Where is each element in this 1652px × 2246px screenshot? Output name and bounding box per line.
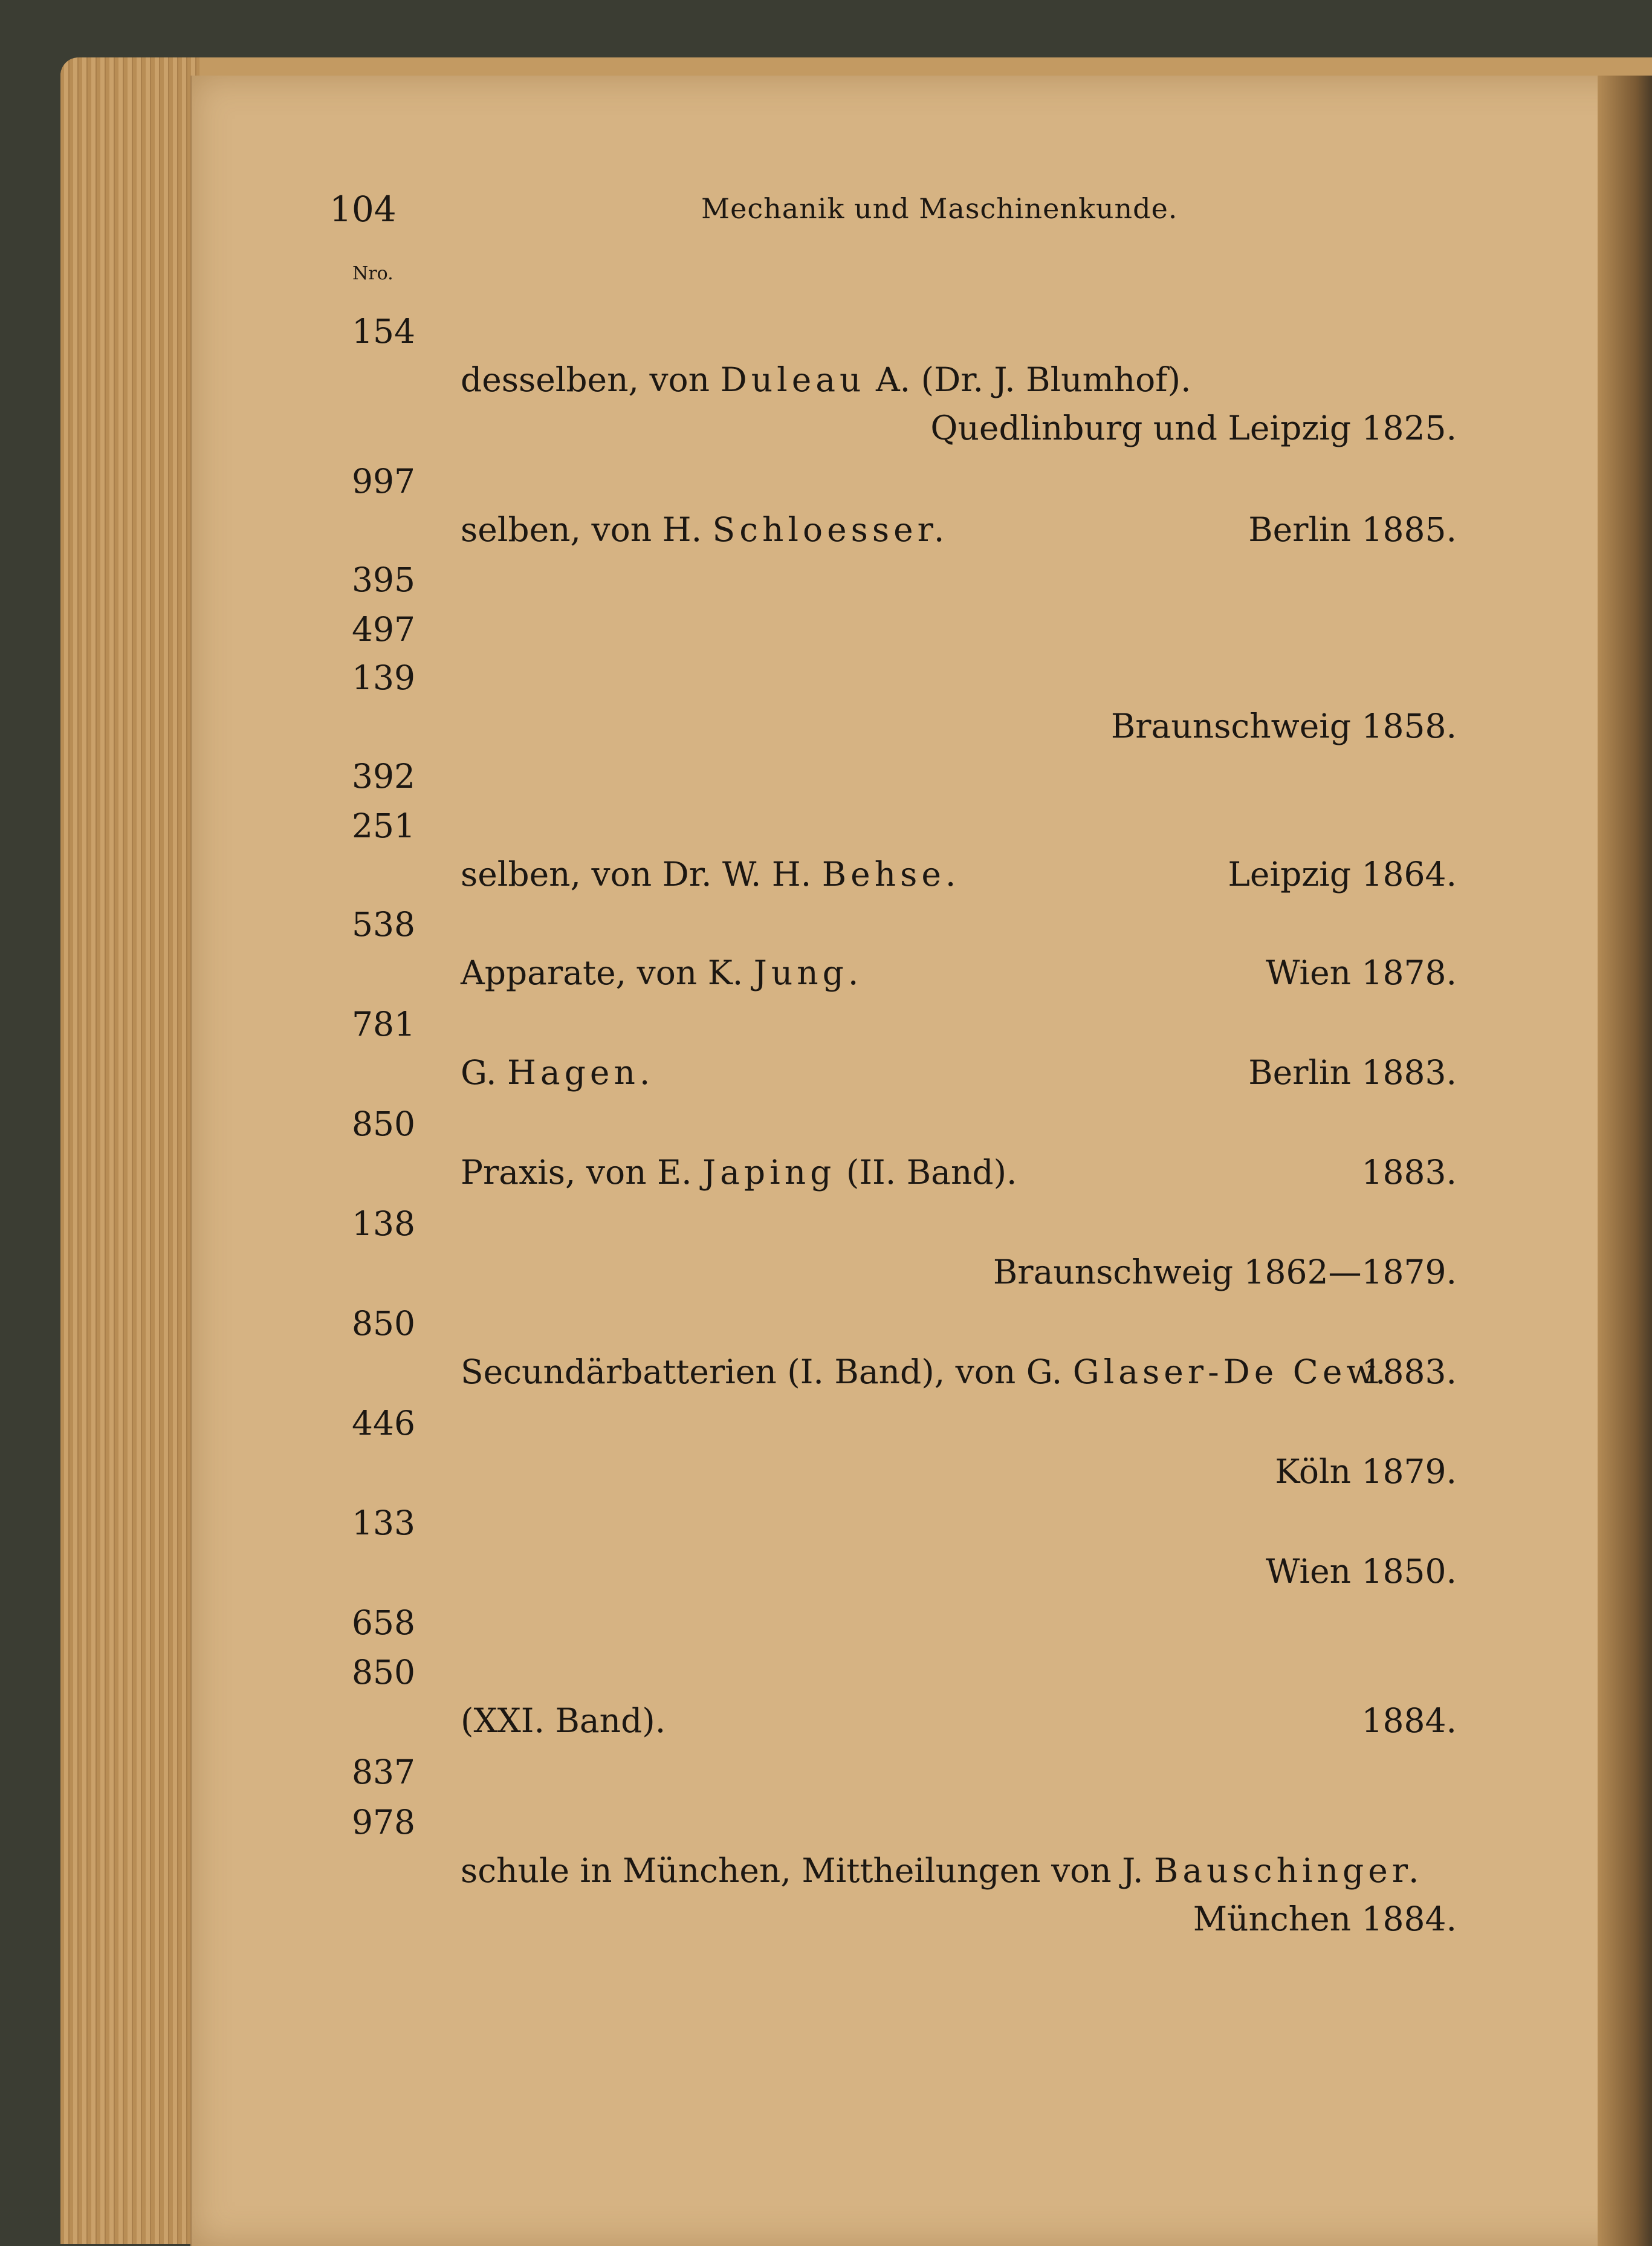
nro-label: Nro. bbox=[352, 263, 394, 284]
entry-place-year: Leipzig 1864. bbox=[1228, 855, 1457, 894]
entry-number: 781 bbox=[352, 1005, 415, 1043]
entry-place-year: Köln 1879. bbox=[1275, 1452, 1457, 1491]
entry-place-year: München 1884. bbox=[1193, 1900, 1457, 1938]
entry-text: (XXI. Band). bbox=[461, 1701, 666, 1740]
entry-author: Schloesser. bbox=[712, 510, 949, 549]
entry-place-year: Wien 1850. bbox=[1265, 1552, 1457, 1591]
catalog-entry bbox=[0, 1800, 1652, 1946]
entry-number: 139 bbox=[352, 658, 415, 697]
entry-text: desselben, von bbox=[461, 360, 721, 399]
entry-place-year: Quedlinburg und Leipzig 1825. bbox=[930, 409, 1457, 447]
entry-number: 154 bbox=[352, 312, 415, 351]
entry-place-year: 1883. bbox=[1361, 1352, 1457, 1391]
entry-number: 997 bbox=[352, 462, 415, 501]
entry-number: 978 bbox=[352, 1803, 415, 1842]
entry-text: Praxis, von E. bbox=[461, 1153, 703, 1192]
entry-text: schule in München, Mittheilungen von J. bbox=[461, 1851, 1154, 1890]
entry-text: Secundärbatterien (I. Band), von G. bbox=[461, 1352, 1073, 1391]
entry-number: 392 bbox=[352, 757, 415, 796]
entry-place-year: 1884. bbox=[1361, 1701, 1457, 1740]
entry-place-year: Wien 1878. bbox=[1265, 953, 1457, 992]
entry-number: 850 bbox=[352, 1653, 415, 1692]
entry-number: 133 bbox=[352, 1504, 415, 1542]
entry-place-year: Braunschweig 1862—1879. bbox=[993, 1253, 1457, 1291]
entry-number: 138 bbox=[352, 1204, 415, 1243]
entry-number: 395 bbox=[352, 560, 415, 599]
entry-text: selben, von Dr. W. H. bbox=[461, 855, 822, 894]
running-header bbox=[0, 189, 1652, 243]
page-number: 104 bbox=[329, 189, 397, 230]
entry-place-year: Berlin 1883. bbox=[1248, 1053, 1457, 1092]
entry-author: Behse. bbox=[821, 855, 960, 894]
entry-number: 837 bbox=[352, 1753, 415, 1791]
entry-author: Hagen. bbox=[507, 1053, 655, 1092]
entry-author: Bauschinger. bbox=[1153, 1851, 1424, 1890]
entry-text: selben, von H. bbox=[461, 510, 713, 549]
entry-text: A. (Dr. J. Blumhof). bbox=[865, 360, 1191, 399]
entry-author: Duleau bbox=[720, 360, 866, 399]
entry-number: 251 bbox=[352, 807, 415, 845]
entry-number: 658 bbox=[352, 1603, 415, 1642]
entry-place-year: 1883. bbox=[1361, 1153, 1457, 1192]
entry-text: G. bbox=[461, 1053, 507, 1092]
entry-text: (II. Band). bbox=[835, 1153, 1017, 1192]
entry-number: 538 bbox=[352, 905, 415, 944]
running-title: Mechanik und Maschinenkunde. bbox=[701, 192, 1178, 225]
catalog-entry bbox=[0, 310, 1652, 455]
entry-author: Japing bbox=[702, 1153, 836, 1192]
entry-author: Jung. bbox=[753, 953, 863, 992]
entry-text: Apparate, von K. bbox=[461, 953, 754, 992]
entry-number: 850 bbox=[352, 1304, 415, 1343]
entry-number: 497 bbox=[352, 610, 415, 649]
entry-number: 446 bbox=[352, 1404, 415, 1443]
entry-place-year: Braunschweig 1858. bbox=[1110, 707, 1457, 745]
entry-number: 850 bbox=[352, 1105, 415, 1143]
entry-author: Glaser-De Cew. bbox=[1072, 1352, 1390, 1391]
entry-place-year: Berlin 1885. bbox=[1248, 510, 1457, 549]
